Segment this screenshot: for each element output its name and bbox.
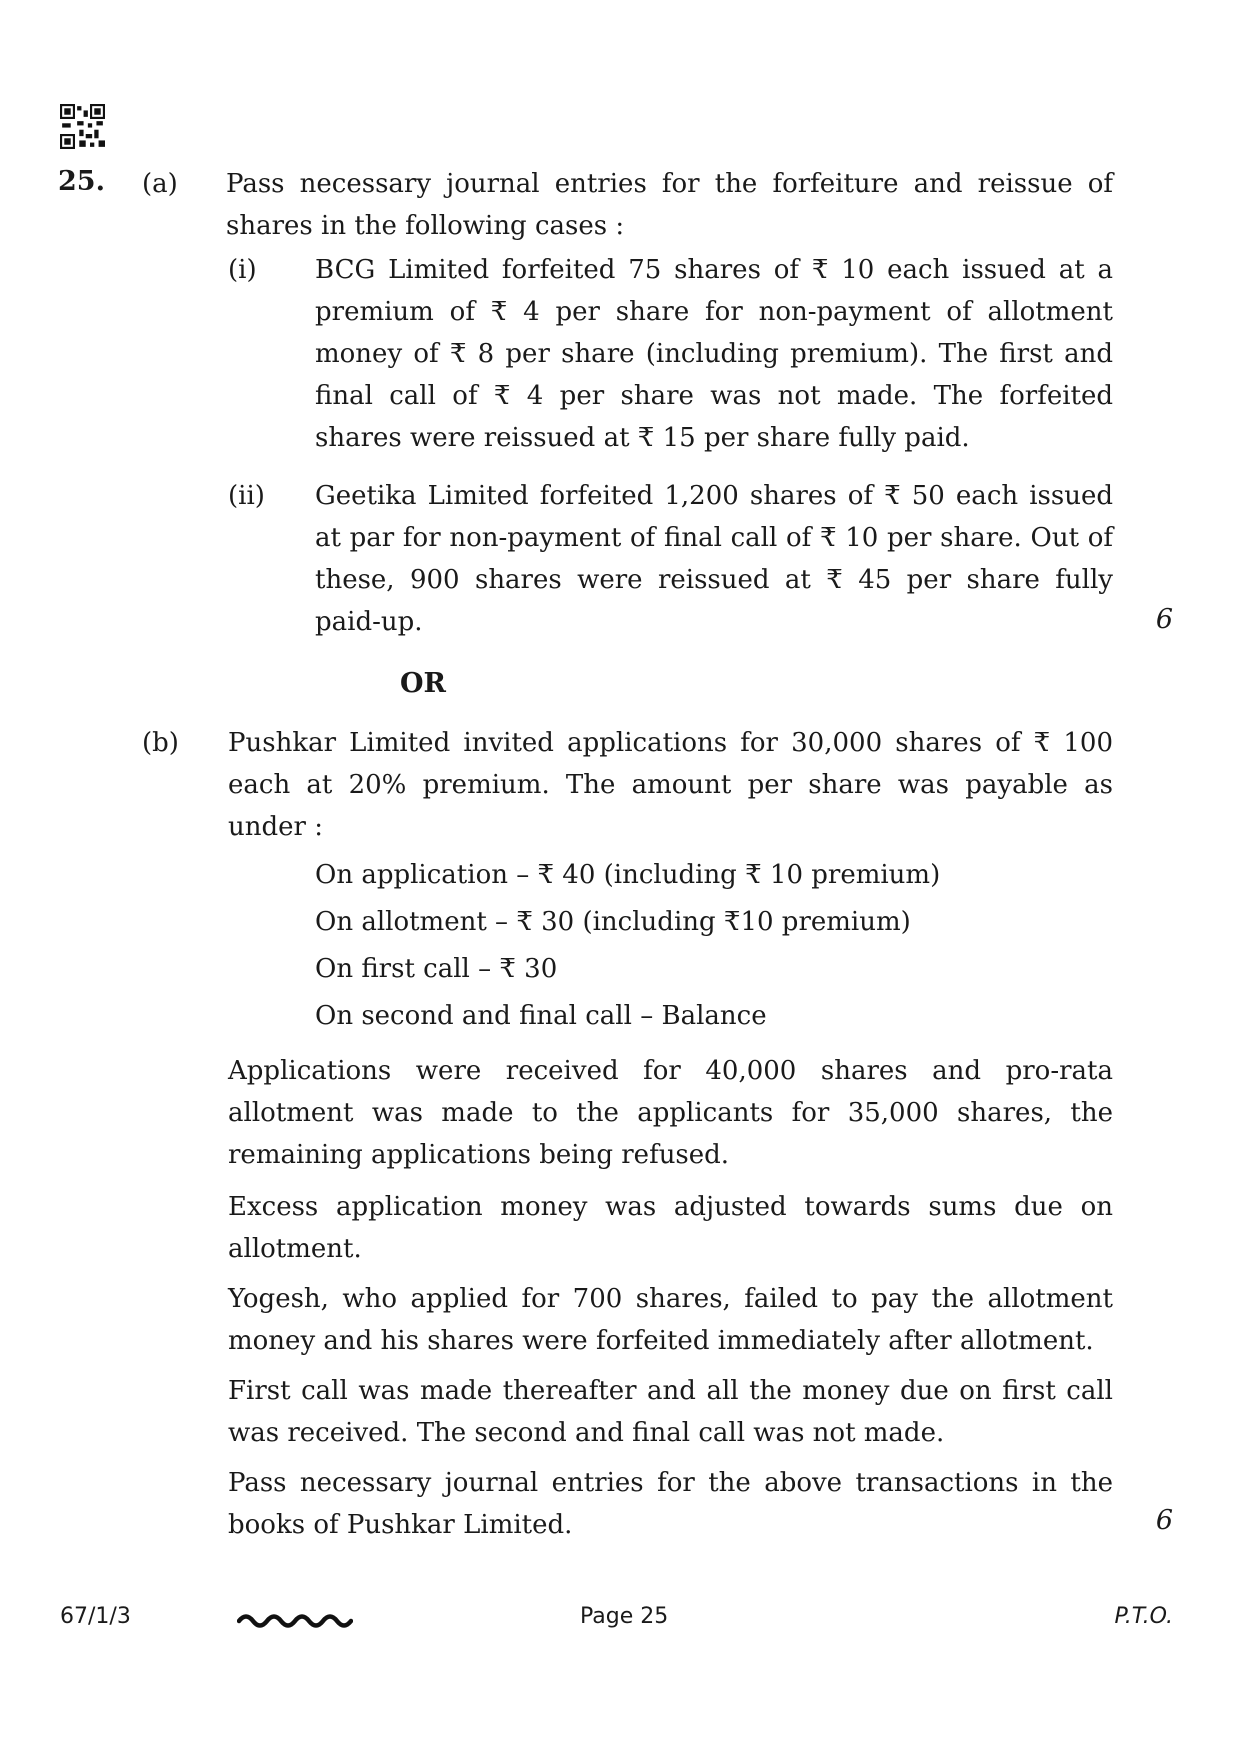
case-i-text: BCG Limited forfeited 75 shares of ₹ 10 each issued at a premium of ₹ 4 per share for non-payment of allotment money of ₹ 8 per share (including premium). The first and final call of ₹ 4 per share was not made. The forfeited shares were reissued at ₹ 15 per share fully paid. — [315, 255, 1113, 453]
part-a-label: (a) — [142, 169, 178, 199]
case-ii-label: (ii) — [228, 481, 265, 511]
schedule-application: On application – ₹ 40 (including ₹ 10 premium) — [315, 860, 941, 890]
paragraph-excess-money: Excess application money was adjusted towards sums due on allotment. — [228, 1192, 1113, 1264]
qr-code-icon — [60, 104, 105, 149]
schedule-final-call: On second and final call – Balance — [315, 1001, 767, 1031]
paragraph-applications: Applications were received for 40,000 shares and pro-rata allotment was made to the applicants for 35,000 shares, the remaining applications being refused. — [228, 1056, 1113, 1170]
wave-decoration-icon — [237, 1604, 353, 1634]
pto-label: P.T.O. — [1114, 1604, 1173, 1629]
part-b-marks: 6 — [1155, 1505, 1173, 1536]
paragraph-first-call: First call was made thereafter and all the money due on first call was received. The second and final call was not made. — [228, 1376, 1113, 1448]
paragraph-yogesh: Yogesh, who applied for 700 shares, failed to pay the allotment money and his shares were forfeited immediately after allotment. — [228, 1284, 1113, 1356]
paragraph-instruction: Pass necessary journal entries for the above transactions in the books of Pushkar Limited. — [228, 1468, 1113, 1540]
part-b-label: (b) — [142, 728, 179, 758]
case-ii-text: Geetika Limited forfeited 1,200 shares of ₹ 50 each issued at par for non-payment of final call of ₹ 10 per share. Out of these, 900 shares were reissued at ₹ 45 per share fully paid-up. — [315, 481, 1113, 637]
schedule-allotment: On allotment – ₹ 30 (including ₹10 premium) — [315, 907, 911, 937]
question-number: 25. — [58, 166, 105, 197]
part-a-marks: 6 — [1155, 604, 1173, 635]
schedule-first-call: On first call – ₹ 30 — [315, 954, 558, 984]
part-a-intro: Pass necessary journal entries for the forfeiture and reissue of shares in the following cases : — [226, 169, 1113, 241]
page-number: Page 25 — [580, 1604, 669, 1629]
case-i-label: (i) — [228, 255, 257, 285]
paper-code: 67/1/3 — [60, 1604, 131, 1629]
or-separator: OR — [400, 668, 446, 699]
part-b-intro: Pushkar Limited invited applications for 30,000 shares of ₹ 100 each at 20% premium. The amount per share was payable as under : — [228, 728, 1113, 842]
